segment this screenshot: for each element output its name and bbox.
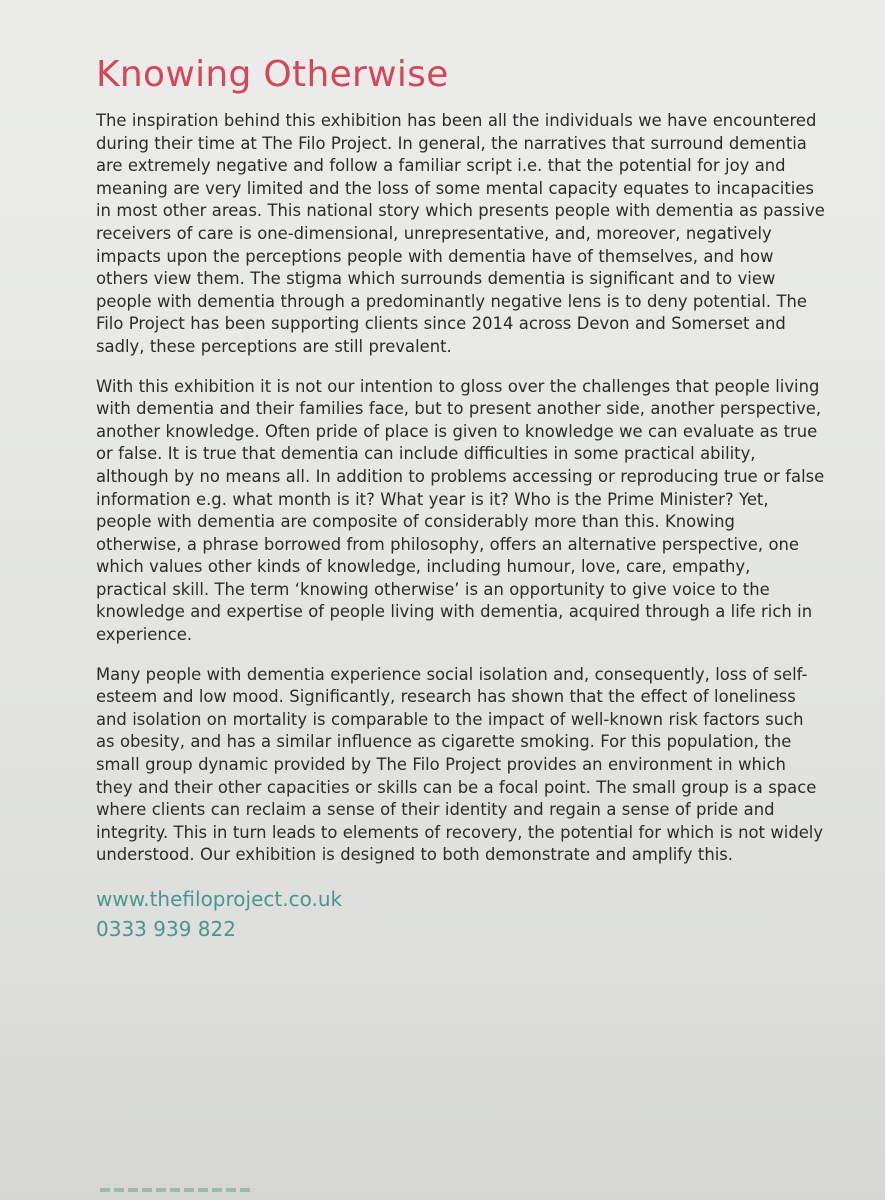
phone-number: 0333 939 822 <box>96 917 236 941</box>
cropped-text-fragment <box>100 1180 260 1194</box>
contact-block <box>96 884 825 944</box>
paragraph-inspiration: The inspiration behind this exhibition has been all the individuals we have encountered during their time at The Filo Project. In general, the narratives that surround dementia are extremely negative and follow a familiar script i.e. that the potential for joy and meaning are very limited and the loss of some mental capacity equates to incapacities in most other areas. This national story which presents people with dementia as passive receivers of care is one-dimensional, unrepresentative, and, moreover, negatively impacts upon the perceptions people with dementia have of themselves, and how others view them. The stigma which surrounds dementia is significant and to view people with dementia through a predominantly negative lens is to deny potential. The Filo Project has been supporting clients since 2014 across Devon and Somerset and sadly, these perceptions are still prevalent. <box>96 111 825 356</box>
paragraph-knowing-otherwise: With this exhibition it is not our intention to gloss over the challenges that people living with dementia and their families face, but to present another side, another perspective, another knowledge. Often pride of place is given to knowledge we can evaluate as true or false. It is true that dementia can include difficulties in some practical ability, although by no means all. In addition to problems accessing or reproducing true or false information e.g. what month is it? What year is it? Who is the Prime Minister? Yet, people with dementia are composite of considerably more than this. Knowing otherwise, a phrase borrowed from philosophy, offers an alternative perspective, one which values other kinds of knowledge, including humour, love, care, empathy, practical skill. The term ‘knowing otherwise’ is an opportunity to give voice to the knowledge and expertise of people living with dementia, acquired through a life rich in experience. <box>96 376 825 645</box>
page-title: Knowing Otherwise <box>96 54 449 95</box>
website-link[interactable]: www.thefiloproject.co.uk <box>96 887 343 911</box>
paragraph-social-isolation: Many people with dementia experience social isolation and, consequently, loss of self-esteem and low mood. Significantly, research has shown that the effect of loneliness and isolation on mortality is comparable to the impact of well-known risk factors such as obesity, and has a similar influence as cigarette smoking. For this population, the small group dynamic provided by The Filo Project provides an environment in which they and their other capacities or skills can be a focal point. The small group is a space where clients can reclaim a sense of their identity and regain a sense of pride and integrity. This in turn leads to elements of recovery, the potential for which is not widely understood. Our exhibition is designed to both demonstrate and amplify this. <box>96 664 824 865</box>
